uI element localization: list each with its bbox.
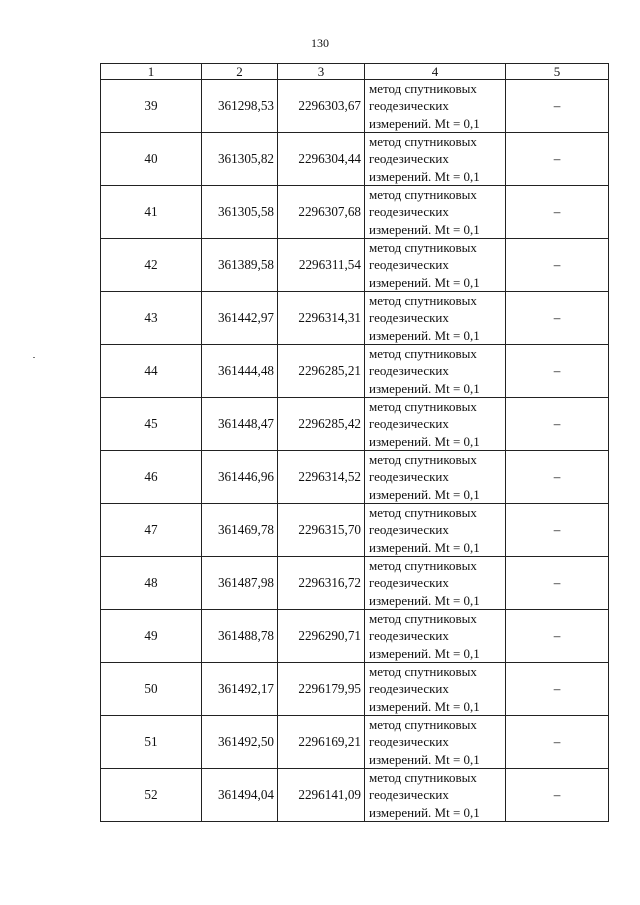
coordinate-y-cell: 2296307,68 [278,186,365,239]
point-number-cell: 44 [101,345,202,398]
method-cell [365,769,506,822]
coordinate-x-cell: 361305,58 [202,186,278,239]
coordinate-x-cell: 361442,97 [202,292,278,345]
coordinate-y-cell: 2296285,42 [278,398,365,451]
coordinate-x-cell: 361494,04 [202,769,278,822]
method-cell [365,186,506,239]
table-row [101,186,609,239]
note-cell: – [506,398,609,451]
coordinate-x-cell: 361492,50 [202,716,278,769]
method-text-line-2: геодезических [369,204,449,220]
table-row [101,557,609,610]
method-text-line-3: измерений. Mt = 0,1 [369,168,480,184]
point-number-cell: 49 [101,610,202,663]
coordinate-x-cell: 361488,78 [202,610,278,663]
point-number-cell: 43 [101,292,202,345]
table-row [101,292,609,345]
table-row [101,716,609,769]
method-cell [365,451,506,504]
note-cell: – [506,451,609,504]
point-number-cell: 40 [101,133,202,186]
table-header [101,64,609,80]
method-text-line-1: метод спутниковых [369,293,477,309]
header-row [101,64,609,80]
method-text-line-1: метод спутниковых [369,611,477,627]
method-text-line-3: измерений. Mt = 0,1 [369,698,480,714]
method-text-line-2: геодезических [369,681,449,697]
coordinate-y-cell: 2296169,21 [278,716,365,769]
coordinate-x-cell: 361389,58 [202,239,278,292]
method-cell [365,133,506,186]
method-text-line-1: метод спутниковых [369,664,477,680]
method-text-line-1: метод спутниковых [369,452,477,468]
coordinate-y-cell: 2296304,44 [278,133,365,186]
method-text-line-1: метод спутниковых [369,505,477,521]
coordinate-x-cell: 361298,53 [202,80,278,133]
method-text-line-2: геодезических [369,734,449,750]
method-text-line-1: метод спутниковых [369,399,477,415]
coordinate-x-cell: 361305,82 [202,133,278,186]
method-text-line-3: измерений. Mt = 0,1 [369,804,480,820]
method-text-line-2: геодезических [369,310,449,326]
note-cell: – [506,557,609,610]
table-row [101,663,609,716]
table-row [101,398,609,451]
method-text-line-1: метод спутниковых [369,187,477,203]
note-cell: – [506,504,609,557]
note-cell: – [506,80,609,133]
point-number-cell: 42 [101,239,202,292]
note-cell: – [506,133,609,186]
method-text-line-1: метод спутниковых [369,346,477,362]
header-col-2: 2 [202,64,278,80]
table-row [101,80,609,133]
point-number-cell: 47 [101,504,202,557]
method-cell [365,292,506,345]
method-cell [365,239,506,292]
method-text-line-3: измерений. Mt = 0,1 [369,486,480,502]
table-row [101,610,609,663]
coordinate-y-cell: 2296311,54 [278,239,365,292]
method-text-line-2: геодезических [369,151,449,167]
table-row [101,451,609,504]
method-text-line-3: измерений. Mt = 0,1 [369,380,480,396]
coordinate-x-cell: 361448,47 [202,398,278,451]
point-number-cell: 39 [101,80,202,133]
method-cell [365,345,506,398]
method-cell [365,398,506,451]
coordinate-x-cell: 361487,98 [202,557,278,610]
method-text-line-2: геодезических [369,363,449,379]
method-cell [365,716,506,769]
coordinate-y-cell: 2296314,52 [278,451,365,504]
method-text-line-2: геодезических [369,522,449,538]
method-text-line-3: измерений. Mt = 0,1 [369,539,480,555]
method-text-line-2: геодезических [369,469,449,485]
coordinate-y-cell: 2296141,09 [278,769,365,822]
note-cell: – [506,345,609,398]
point-number-cell: 41 [101,186,202,239]
method-text-line-3: измерений. Mt = 0,1 [369,274,480,290]
method-cell [365,504,506,557]
table-row [101,769,609,822]
header-col-3: 3 [278,64,365,80]
point-number-cell: 48 [101,557,202,610]
coordinate-x-cell: 361492,17 [202,663,278,716]
method-text-line-1: метод спутниковых [369,134,477,150]
method-text-line-2: геодезических [369,98,449,114]
note-cell: – [506,716,609,769]
coordinate-y-cell: 2296315,70 [278,504,365,557]
note-cell: – [506,769,609,822]
method-text-line-3: измерений. Mt = 0,1 [369,115,480,131]
method-text-line-2: геодезических [369,575,449,591]
method-cell [365,557,506,610]
point-number-cell: 51 [101,716,202,769]
table-row [101,345,609,398]
method-text-line-1: метод спутниковых [369,717,477,733]
method-text-line-1: метод спутниковых [369,770,477,786]
method-text-line-1: метод спутниковых [369,558,477,574]
coordinate-y-cell: 2296303,67 [278,80,365,133]
method-text-line-2: геодезических [369,257,449,273]
method-text-line-3: измерений. Mt = 0,1 [369,592,480,608]
method-cell [365,610,506,663]
header-col-5: 5 [506,64,609,80]
coordinates-table [100,63,609,822]
note-cell: – [506,663,609,716]
table-body [101,80,609,822]
method-text-line-2: геодезических [369,628,449,644]
point-number-cell: 46 [101,451,202,504]
coordinate-x-cell: 361469,78 [202,504,278,557]
coordinate-x-cell: 361444,48 [202,345,278,398]
method-text-line-3: измерений. Mt = 0,1 [369,433,480,449]
header-col-1: 1 [101,64,202,80]
method-text-line-2: геодезических [369,787,449,803]
note-cell: – [506,239,609,292]
method-text-line-3: измерений. Mt = 0,1 [369,221,480,237]
coordinate-y-cell: 2296179,95 [278,663,365,716]
method-text-line-1: метод спутниковых [369,81,477,97]
method-text-line-3: измерений. Mt = 0,1 [369,751,480,767]
header-col-4: 4 [365,64,506,80]
note-cell: – [506,186,609,239]
method-text-line-2: геодезических [369,416,449,432]
table-row [101,133,609,186]
point-number-cell: 52 [101,769,202,822]
note-cell: – [506,610,609,663]
point-number-cell: 45 [101,398,202,451]
coordinate-y-cell: 2296316,72 [278,557,365,610]
method-text-line-3: измерений. Mt = 0,1 [369,645,480,661]
point-number-cell: 50 [101,663,202,716]
table-row [101,504,609,557]
method-text-line-1: метод спутниковых [369,240,477,256]
coordinate-x-cell: 361446,96 [202,451,278,504]
table-row [101,239,609,292]
coordinate-y-cell: 2296285,21 [278,345,365,398]
coordinate-y-cell: 2296290,71 [278,610,365,663]
page-number: 130 [311,36,329,50]
method-cell [365,80,506,133]
method-cell [365,663,506,716]
note-cell: – [506,292,609,345]
stray-mark [33,357,35,358]
coordinate-y-cell: 2296314,31 [278,292,365,345]
method-text-line-3: измерений. Mt = 0,1 [369,327,480,343]
